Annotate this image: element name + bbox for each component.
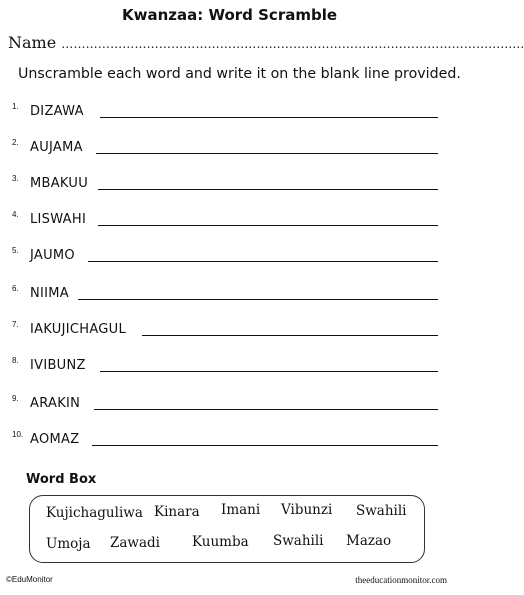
scrambled-word: IVIBUNZ	[30, 358, 86, 373]
answer-line	[96, 153, 438, 154]
question-number: 9.	[12, 394, 19, 403]
question-row	[12, 430, 442, 450]
scrambled-word: ARAKIN	[30, 396, 81, 411]
question-number: 7.	[12, 320, 19, 329]
word-box-word: Umoja	[46, 536, 91, 552]
word-box-word: Vibunzi	[281, 502, 333, 518]
word-box-word: Zawadi	[110, 535, 160, 551]
word-box-word: Kuumba	[192, 534, 249, 550]
question-row	[12, 174, 442, 194]
answer-line	[100, 371, 438, 372]
question-number: 3.	[12, 174, 19, 183]
question-row	[12, 320, 442, 340]
instructions: Unscramble each word and write it on the blank line provided.	[18, 66, 461, 82]
word-box-word: Mazao	[346, 533, 392, 549]
scrambled-word: MBAKUU	[30, 176, 89, 191]
word-box	[29, 495, 425, 563]
word-box-word: Imani	[221, 502, 261, 518]
scrambled-word: NIIMA	[30, 286, 70, 301]
question-number: 2.	[12, 138, 19, 147]
answer-line	[92, 445, 438, 446]
answer-line	[98, 225, 438, 226]
word-box-word: Kujichaguliwa	[46, 505, 143, 521]
question-row	[12, 284, 442, 304]
question-number: 1.	[12, 102, 19, 111]
answer-line	[78, 299, 438, 300]
question-number: 4.	[12, 210, 19, 219]
scrambled-word: DIZAWA	[30, 104, 84, 119]
answer-line	[94, 409, 438, 410]
scrambled-word: AUJAMA	[30, 140, 83, 155]
website-text: theeducationmonitor.com	[355, 575, 447, 585]
name-label: Name	[8, 33, 57, 52]
word-box-word: Swahili	[273, 533, 324, 549]
word-box-word: Kinara	[154, 504, 200, 520]
question-row	[12, 138, 442, 158]
question-row	[12, 246, 442, 266]
name-dotted-line: …………………………………………………………………………………………….........	[61, 37, 524, 51]
answer-line	[100, 117, 438, 118]
scrambled-word: LISWAHI	[30, 212, 87, 227]
scrambled-word: JAUMO	[30, 248, 75, 263]
question-number: 6.	[12, 284, 19, 293]
scrambled-word: AOMAZ	[30, 432, 80, 447]
answer-line	[88, 261, 438, 262]
question-row	[12, 356, 442, 376]
word-box-word: Swahili	[356, 503, 407, 519]
answer-line	[142, 335, 438, 336]
question-number: 5.	[12, 246, 19, 255]
question-row	[12, 210, 442, 230]
question-number: 8.	[12, 356, 19, 365]
word-box-title: Word Box	[26, 472, 97, 487]
copyright-text: ©EduMonitor	[6, 575, 53, 584]
answer-line	[98, 189, 438, 190]
question-number: 10.	[12, 430, 24, 439]
question-row	[12, 102, 442, 122]
worksheet-title: Kwanzaa: Word Scramble	[121, 6, 338, 24]
name-field	[8, 33, 524, 52]
question-row	[12, 394, 442, 414]
scrambled-word: IAKUJICHAGUL	[30, 322, 127, 337]
